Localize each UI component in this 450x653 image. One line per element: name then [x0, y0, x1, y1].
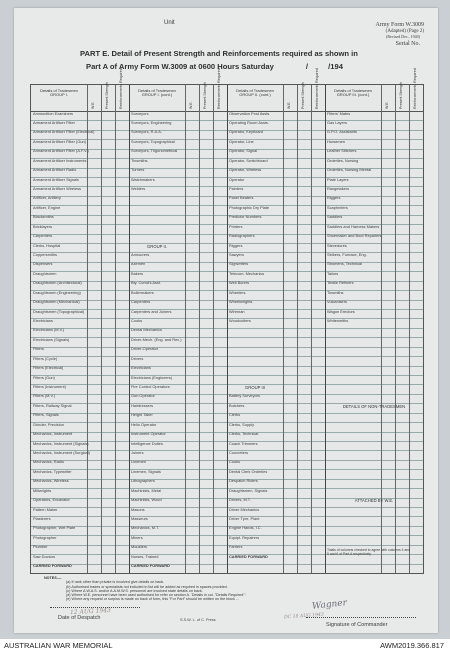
- footer-source: AUSTRALIAN WAR MEMORIAL: [4, 641, 113, 650]
- trade-name: Plasterers: [33, 516, 51, 522]
- trade-name: Shoemaker and Boot Repairers: [327, 233, 382, 239]
- column-4-present-strength-header: Present Strength: [399, 82, 403, 109]
- trade-name: Equipt. Repairers: [229, 534, 260, 540]
- trade-name: Fitters, Signals: [33, 412, 59, 418]
- trade-name: Despatch Riders: [229, 478, 258, 484]
- trade-name: Armament Artificer Fitter (Gun): [33, 138, 86, 144]
- trade-name: Panel Beaters: [229, 195, 254, 201]
- column-4-reinforcements-header: Reinforcements Required: [413, 68, 417, 109]
- trade-name: Strumens, Technical: [327, 261, 362, 267]
- trade-name: Electricians: [131, 365, 151, 371]
- trade-name: Draughtsmen (Mechanical): [33, 299, 80, 305]
- trade-name: Fitters (M.V.): [33, 393, 56, 399]
- trade-name: Bricklayers: [33, 223, 53, 229]
- trade-name: Pattern Maker: [33, 506, 58, 512]
- form-sheet: [14, 8, 438, 633]
- column-2-reinforcements-header: Reinforcements Required: [217, 68, 221, 109]
- trade-name: Masseurs: [131, 516, 148, 522]
- sub-column-line: [199, 85, 200, 573]
- commander-signature-label: Signature of Commander: [326, 622, 388, 628]
- column-header-2: Details of Tradesmen GROUP I. (cont.): [138, 88, 176, 98]
- trade-name: Butchers: [229, 402, 245, 408]
- trade-name: Surveyors: [131, 110, 149, 116]
- trade-name: Engine Hands, I.C.: [229, 525, 262, 531]
- trade-name: Draughtsmen (Topographical): [33, 308, 85, 314]
- trade-name: Fitters (Instrument): [33, 384, 66, 390]
- trade-name: Mechanics, Instrument (Signals): [33, 440, 89, 446]
- date-stamp-left: 12 AUG 1943: [69, 606, 112, 617]
- trade-name: Clerks, Supply: [229, 421, 255, 427]
- column-2-we-header: W.E.: [189, 101, 193, 109]
- printer-imprint: S.S.W. L. of C. Press: [180, 618, 216, 622]
- trade-name: Telecom. Mechanics: [229, 270, 265, 276]
- trade-name: Operator, Keyboard: [229, 129, 263, 135]
- sub-column-line: [101, 85, 102, 573]
- trade-name: Driver-Mech. (Eng. and Rec.): [131, 336, 182, 342]
- column-4-we-header: W.E.: [385, 101, 389, 109]
- trade-name: Machinists, Wood: [131, 497, 162, 503]
- trade-name: Drivers: [131, 355, 144, 361]
- trade-name: Turners: [131, 167, 145, 173]
- trade-name: Mechanics, Radio: [33, 459, 64, 465]
- trade-name: Fitters: [33, 346, 44, 352]
- trade-name: Surveyors, Engineering: [131, 120, 172, 126]
- group-heading: GROUP II.: [147, 243, 167, 249]
- trade-name: Saw Doctors: [33, 553, 56, 559]
- trade-name: Dental Clerk Orderlies: [229, 468, 268, 474]
- footer-accession: AWM2019.366.817: [380, 641, 444, 650]
- note-a: (a) If rank other than private is involved give details on back.: [66, 580, 165, 585]
- trade-name: Signwriters: [229, 261, 249, 267]
- trade-name: Well Borers: [229, 280, 250, 286]
- group-heading: ATTACHED BY W.E.: [354, 498, 394, 504]
- trade-name: Tailors: [327, 270, 339, 276]
- note-d: (d) Where W.E. personnel have been used authorised for refer on section A. 'Details in col. "Details Required".': [66, 593, 247, 598]
- serial-number: Serial No.: [395, 41, 420, 47]
- trade-name: Intelligence Duties: [131, 440, 163, 446]
- trade-name: Armament Artificer Radio: [33, 167, 77, 173]
- trade-name: Wagon Erectors: [327, 308, 355, 314]
- sub-column-line: [115, 85, 116, 573]
- trade-name: Miners: [131, 534, 143, 540]
- note-c: (c) Where A.W.A.S. and/or A.A.M.W.S. personnel are involved state details on back.: [66, 588, 203, 593]
- column-2-present-strength-header: Present Strength: [203, 82, 207, 109]
- note-e: (e) Where any request or surplus is made on back of form, this "For Part" should be written on the block ...: [66, 597, 239, 602]
- trade-name: Operator, Wireless: [229, 167, 262, 173]
- column-1-present-strength-header: Present Strength: [105, 82, 109, 109]
- trade-name: Saddlers: [327, 214, 343, 220]
- carried-forward-label: CARRIED FORWARD: [229, 553, 268, 559]
- trade-name: Joiners: [131, 450, 144, 456]
- trade-name: Tinsmiths: [131, 157, 148, 163]
- trade-name: Fitters (Cycle): [33, 355, 58, 361]
- trade-name: Carpenters: [131, 299, 151, 305]
- trade-name: Operator, Switchboard: [229, 157, 268, 163]
- trade-name: Artificer, Artillery: [33, 195, 61, 201]
- trade-name: Battery Surveyors: [229, 393, 260, 399]
- trade-name: Instrument Operator: [131, 431, 166, 437]
- trade-name: Strikers, Furnace, Eng.: [327, 252, 367, 258]
- trade-name: Plate Layers: [327, 176, 349, 182]
- trade-name: Clerks, Hospital: [33, 242, 61, 248]
- trade-name: Orderlies, Nursing Mental: [327, 167, 372, 173]
- trade-name: Mechanics, Wireless: [33, 478, 69, 484]
- trade-name: Axemen: [131, 261, 146, 267]
- trade-name: Bakers: [131, 270, 144, 276]
- column-header-4: Details of Tradesmen GROUP III. (cont.): [334, 88, 372, 98]
- trade-name: Carpenters: [33, 233, 53, 239]
- archive-footer: [0, 639, 450, 653]
- trade-name: Wireman: [229, 308, 245, 314]
- trade-name: Scaphrelers: [327, 204, 348, 210]
- notes-section: NOTES.— (a) If rank other than private is involved give details on back. (b) Authorised trades or specialists not included in list will be added as required in spaces provided. (c) Where A.W.A.S. and/or A.A.M.W.S. personnel are involved state details on back. (d) Where W.E. personnel have been used authorised for refer on section A. 'Details in col. "Details Required".' (e) Where any request or surplus is made on back of form, this "For Part" should be written on the block ...: [44, 576, 424, 602]
- trade-name: Wheelers: [229, 289, 246, 295]
- note-b: (b) Authorised trades or specialists not included in list will be added as required in spaces provided.: [66, 584, 228, 589]
- unit-label: Unit: [164, 20, 175, 26]
- trade-name: Surveyors, R.A.A.: [131, 129, 162, 135]
- trade-name: Driver-Operator: [131, 346, 159, 352]
- trade-name: Bty. Comd's Asst.: [131, 280, 162, 286]
- column-header-1: Details of Tradesmen GROUP I.: [40, 88, 78, 98]
- trade-name: Helio Operator: [131, 421, 157, 427]
- trade-name: Horsemen: [327, 138, 345, 144]
- trade-name: Ammunition Examiners: [33, 110, 74, 116]
- trade-name: Linemen: [131, 459, 146, 465]
- trade-name: Cooks: [131, 318, 143, 324]
- form-title-line1: PART E. Detail of Present Strength and Reinforcements required as shown in: [80, 49, 358, 58]
- group-divider: [129, 85, 130, 573]
- trade-name: Predictor Numbers: [229, 214, 262, 220]
- trade-name: Operating Room Assts.: [229, 120, 270, 126]
- date-stamp-right: DC 18 AUG 1943: [283, 612, 325, 621]
- column-3-present-strength-header: Present Strength: [301, 82, 305, 109]
- trade-name: G.P.O. Assistants: [327, 129, 357, 135]
- trade-name: Mechanics, Instrument: [33, 431, 73, 437]
- trade-name: Saddlers and Harness Makers: [327, 223, 380, 229]
- trade-name: Operator, Signal: [229, 148, 258, 154]
- trade-name: Vulcanisers: [327, 299, 347, 305]
- trade-name: Draughtsmen (Engineering): [33, 289, 81, 295]
- trade-name: Dental Mechanics: [131, 327, 162, 333]
- sub-column-line: [185, 85, 186, 573]
- trade-name: Textile Refiners: [327, 280, 354, 286]
- trade-name: Armament Artificer Fitter (Electrical): [33, 129, 95, 135]
- group-divider: [227, 85, 228, 573]
- trade-name: Operator, Line: [229, 138, 254, 144]
- trade-name: Armament Artificer Fitter: [33, 120, 75, 126]
- trade-name: Fitters' Mates: [327, 110, 351, 116]
- trade-name: Moulders: [131, 544, 148, 550]
- trade-name: Watchmakers: [131, 176, 155, 182]
- carried-forward-label: CARRIED FORWARD: [131, 563, 170, 569]
- form-title-line2: Part A of Army Form W.3009 at 0600 Hours Saturday / /194: [86, 62, 343, 71]
- totals-note: Totals of columns checked to agree with columns 4 and 5 and 6 of Part A respectively.: [327, 548, 411, 556]
- trade-name: Farriers: [229, 544, 243, 550]
- trade-name: Drivers, M.T.: [229, 497, 251, 503]
- trade-name: Concreters: [229, 450, 249, 456]
- trade-name: Armament Artificer Wireless: [33, 186, 81, 192]
- column-3-reinforcements-header: Reinforcements Required: [315, 68, 319, 109]
- trade-name: Armourers: [131, 252, 150, 258]
- trade-name: Height Taker: [131, 412, 153, 418]
- group-heading: GROUP III: [245, 385, 265, 391]
- trade-name: Draughtsmen (Architectural): [33, 280, 82, 286]
- trade-name: Machinists, Metal: [131, 487, 162, 493]
- trade-name: Leather Stitchers: [327, 148, 357, 154]
- sub-column-line: [311, 85, 312, 573]
- trade-name: Cooks: [229, 459, 241, 465]
- trade-name: Mechanics, Typewriter: [33, 468, 72, 474]
- trade-name: Fire Control Operators: [131, 384, 170, 390]
- trade-name: Electricians: [33, 318, 53, 324]
- trade-name: Woodcutters: [229, 318, 251, 324]
- trade-name: Driver Mechanics: [229, 506, 260, 512]
- trade-name: Blacksmiths: [33, 214, 54, 220]
- trade-name: Linemen, Signals: [131, 468, 161, 474]
- commander-signature: Wagner: [311, 598, 348, 612]
- trade-name: Artificer, Engine: [33, 204, 61, 210]
- date-of-despatch-label: Date of Despatch: [58, 615, 101, 621]
- column-header-3: Details of Tradesmen GROUP II. (cont.): [236, 88, 274, 98]
- trade-name: Riggers: [229, 242, 243, 248]
- trade-name: Carpenters and Joiners: [131, 308, 172, 314]
- trade-name: Mechanics, M.T.: [131, 525, 160, 531]
- form-number: Army Form W.3009: [375, 22, 424, 28]
- trade-name: Nurses, Trained: [131, 553, 159, 559]
- trade-name: Tinsmiths: [327, 289, 344, 295]
- trade-name: Dispensers: [33, 261, 53, 267]
- trade-name: Wheelwrights: [229, 299, 253, 305]
- trade-name: Observation Post Assts.: [229, 110, 271, 116]
- form-adapted: (Adapted) (Page 2): [385, 29, 424, 34]
- column-1-reinforcements-header: Reinforcements Required: [119, 68, 123, 109]
- sub-column-line: [213, 85, 214, 573]
- tradesmen-table: [30, 68, 424, 574]
- column-1-we-header: W.E.: [91, 101, 95, 109]
- trade-name: Operator: [229, 176, 245, 182]
- trade-name: Clerks, Technical: [229, 431, 259, 437]
- trade-name: Surveyors, Topographical: [131, 138, 175, 144]
- trade-name: Sawyers: [229, 252, 244, 258]
- trade-name: Lithographers: [131, 478, 155, 484]
- trade-name: Mechanics, Instrument (Surgical): [33, 450, 90, 456]
- trade-name: Operators, Excavator: [33, 497, 70, 503]
- trade-name: Fitters (Electrical): [33, 365, 64, 371]
- trade-name: Photographer, Wet Plate: [33, 525, 76, 531]
- trade-name: Armament Artificer Signals: [33, 176, 79, 182]
- trade-name: Grinder, Precision: [33, 421, 64, 427]
- trade-name: Armament Artificer Fitter (A.F.V.): [33, 148, 89, 154]
- trade-name: Rangetakers: [327, 186, 350, 192]
- trade-name: Stevedores: [327, 242, 347, 248]
- trade-name: Radiographers: [229, 233, 255, 239]
- sub-column-line: [297, 85, 298, 573]
- group-heading: DETAILS OF NON-TRADESMEN: [342, 403, 406, 409]
- trade-name: Armament Artificer Instruments: [33, 157, 87, 163]
- trade-name: Draughtsmen, Signals: [229, 487, 268, 493]
- trade-name: Photographic Dry Plate: [229, 204, 270, 210]
- trade-name: Photographer: [33, 534, 57, 540]
- sub-column-line: [283, 85, 284, 573]
- trade-name: Millwrights: [33, 487, 52, 493]
- trade-name: Fitters, Railway Signal: [33, 402, 72, 408]
- form-revised: (Revised Dec., 1940): [386, 34, 420, 39]
- trade-name: Printers: [229, 223, 243, 229]
- trade-name: Orderlies, Nursing: [327, 157, 359, 163]
- trade-name: Electricians (Signals): [33, 336, 70, 342]
- column-3-we-header: W.E.: [287, 101, 291, 109]
- trade-name: Boilermakers: [131, 289, 154, 295]
- trade-name: Gas Layers: [327, 120, 347, 126]
- trade-name: Coppersmiths: [33, 252, 58, 258]
- trade-name: Welders: [131, 186, 146, 192]
- trade-name: Whitesmiths: [327, 318, 349, 324]
- trade-name: Fitters (Gun): [33, 374, 55, 380]
- trade-name: Driver Tpre. Plant: [229, 516, 260, 522]
- trade-name: Clerks: [229, 412, 241, 418]
- trade-name: Gun Operator: [131, 393, 155, 399]
- carried-forward-label: CARRIED FORWARD: [33, 563, 72, 569]
- trade-name: Hairdressers: [131, 402, 154, 408]
- sub-column-line: [87, 85, 88, 573]
- trade-name: Coach Trimmers: [229, 440, 258, 446]
- trade-name: Draughtsmen: [33, 270, 57, 276]
- trade-name: Riggers: [327, 195, 341, 201]
- trade-name: Electricians (M.V.): [33, 327, 65, 333]
- trade-name: Masons: [131, 506, 145, 512]
- trade-name: Surveyors, Trigonometrical: [131, 148, 178, 154]
- trade-name: Painters: [229, 186, 244, 192]
- trade-name: Electricians (Engineers): [131, 374, 173, 380]
- trade-name: Plumber: [33, 544, 48, 550]
